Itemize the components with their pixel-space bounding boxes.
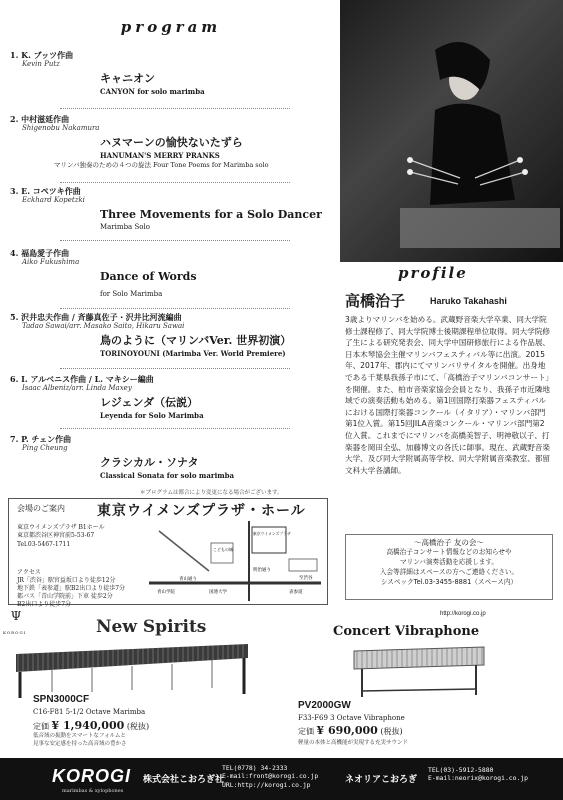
piece-title-en: Classical Sonata for solo marimba: [100, 470, 235, 480]
piece-5: [10, 312, 332, 358]
price-label: 定価: [298, 727, 314, 736]
marimba-description: C16-F81 5-1/2 Octave Marimba: [33, 708, 146, 716]
piece-subtitle: マリンバ独奏のための４つの旋法 Four Tone Poems for Marimba solo: [54, 161, 269, 170]
piece-title: Three Movements for a Solo Dancer: [100, 207, 322, 221]
access-heading: アクセス: [17, 569, 41, 576]
company2-contact: [428, 766, 528, 783]
piece-title-en: TORINOYOUNI (Marimba Ver. World Premiere): [100, 348, 286, 358]
piece-title: レジェンダ（伝説）: [100, 395, 199, 409]
divider: [60, 182, 290, 183]
note-line: 低音域の振動をスマートなフォルムと: [33, 733, 126, 739]
piece-title: クラシカル・ソナタ: [100, 455, 199, 469]
note-line: 見事な安定感を持った高音域の豊かさ: [33, 740, 127, 747]
company1-url[interactable]: URL:http://korogi.co.jp: [222, 780, 311, 789]
piece-composer-en: Eckhard Kopetzki: [22, 196, 85, 204]
map-label: 明治通り: [253, 568, 271, 573]
tax-note: (税抜): [126, 722, 150, 731]
price-value: ¥ 690,000: [316, 724, 378, 737]
fanclub-line: 高橋治子コンサート情報などのお知らせや: [386, 548, 512, 557]
piece-title: キャニオン: [100, 71, 155, 85]
piece-6: [10, 374, 332, 420]
access-line: B2出口より徒歩7分: [17, 601, 72, 609]
piece-composer: 5. 沢井忠夫作曲 / 斉藤真佐子・沢井比河流編曲: [10, 312, 182, 322]
venue-phone: Tel.03-5467-1711: [17, 540, 71, 548]
map-label: 青山通り: [179, 577, 197, 582]
piece-composer: 1. K. ブッツ作曲: [10, 50, 74, 60]
piece-composer: 3. E. コペツキ作曲: [10, 186, 81, 196]
marimba-image: [12, 642, 252, 700]
map-label: 表参道: [289, 590, 303, 595]
piece-composer-en: Ping Cheung: [22, 444, 68, 452]
note-line: 軽量の本体と高機能が実現する充実サウンド: [298, 740, 409, 746]
address-line: 東京ウイメンズプラザ B1ホール: [17, 524, 105, 531]
venue-address: [17, 524, 105, 549]
map-label: 東京ウイメンズプラザ: [253, 531, 291, 536]
piece-composer: 2. 中村滋延作曲: [10, 114, 70, 124]
performer-photo: [340, 0, 563, 262]
piece-title-en: Leyenda for Solo Marimba: [100, 410, 204, 420]
access-line: 地下鉄「表参道」駅B2出口より徒歩7分: [17, 585, 126, 593]
vibraphone-price: [298, 724, 403, 737]
marimba-price: [33, 719, 149, 732]
price-label: 定価: [33, 722, 49, 731]
venue-name: 東京ウイメンズプラザ・ホール: [97, 503, 306, 519]
piece-title-en: for Solo Marimba: [100, 289, 163, 298]
divider: [60, 428, 290, 429]
piece-title-en: Marimba Solo: [100, 222, 150, 231]
performer-bio: 3歳よりマリンバを始める。武蔵野音楽大学卒業、同大学院修士課程修了、同大学院博士後期課程単位取得。同大学院修了生による研究発表会、同大学中国研修旅行による作品展、日本木琴協会主催マリンバフェスティバル等に出演。2015年、2017年、郡内にてマリンバリサイタルを開催。出身地である千葉県我孫子市にて、「高橋治子マリンバコンサート」を開催。また、柏市音楽家協会会員となり、我孫子市近隣地域での演奏活動も始める。第1回国際打楽器フェスティバルにおける国際打楽器コンクール（イタリア）・マリンバ部門第1位入賞。第15回JILA音楽コンクール・マリンバ部門第2位入賞。これまでにマリンバを高橋美智子、明神敬以子、打楽器を岡田全弘、加藤博文の各氏に師事。現在、武蔵野音楽大学、及び同大学附属高等学校、同大学附属音楽教室、都留文科大学各講師。: [345, 315, 551, 475]
map-label: 至渋谷: [299, 576, 313, 581]
piece-composer: 7. P. チェン作曲: [10, 434, 72, 444]
divider: [60, 368, 290, 369]
divider: [60, 308, 290, 309]
access-line: 都バス「青山学院前」下車 徒歩2分: [17, 593, 113, 601]
divider: [60, 108, 290, 109]
piece-2: [10, 114, 332, 169]
piece-composer: 6. I. アルベニス作曲 / L. マキシー編曲: [10, 374, 154, 384]
performer-name: 高橋治子: [345, 292, 406, 310]
piece-composer-en: Shigenobu Nakamura: [22, 124, 100, 132]
program-section: [10, 8, 332, 496]
tax-note: (税抜): [380, 727, 403, 736]
fanclub-line: 入会等詳細はスペースの方へご連絡ください。: [379, 568, 519, 577]
venue-map: [149, 521, 321, 601]
divider: [60, 240, 290, 241]
company1-contact: [222, 764, 318, 789]
map-label: 国連大学: [209, 590, 227, 595]
access-line: JR「渋谷」駅宮益坂口より徒歩12分: [17, 577, 116, 585]
fanclub-contact: シスペックTel.03-3455-8881（スペース内）: [380, 577, 518, 586]
map-label: こどもの城: [213, 547, 233, 552]
marimba-model-code: SPN3000CF: [33, 694, 90, 705]
company1-email[interactable]: E-mail:front@korogi.co.jp: [222, 772, 319, 781]
piece-composer-en: Kevin Putz: [22, 60, 60, 68]
piece-4: [10, 248, 332, 298]
vibraphone-model-code: PV2000GW: [298, 700, 351, 711]
footer-bar: [0, 758, 563, 800]
map-label: 青山学院: [157, 590, 175, 595]
website-link[interactable]: http://korogi.co.jp: [440, 611, 486, 617]
brand-tagline: marimbas & xylophones: [62, 788, 124, 794]
venue-box: [8, 498, 328, 609]
program-heading: program: [120, 18, 222, 36]
address-line: 東京都渋谷区神宮前5-53-67: [17, 532, 95, 540]
korogi-logo-small: KOROGI: [3, 630, 27, 635]
company1-name: 株式会社こおろぎ社: [143, 775, 225, 785]
company1-phone: TEL(0778) 34-2333: [222, 764, 288, 772]
series-title: New Spirits: [96, 617, 207, 637]
piece-title: Dance of Words: [100, 269, 197, 283]
piece-title: ハヌマーンの愉快ないたずら: [100, 135, 243, 149]
piece-1: [10, 50, 332, 96]
program-change-note: ＊プログラムは都合により変更になる場合がございます。: [140, 490, 283, 496]
company2-phone: TEL(03)-5912-5880: [428, 766, 494, 774]
company2-email[interactable]: E-mail:neorix@korogi.co.jp: [428, 774, 529, 783]
brand-logo: KOROGI: [52, 766, 132, 786]
vibraphone-description: F33-F69 3 Octave Vibraphone: [298, 714, 405, 722]
korogi-logo-icon: Ψ: [10, 609, 22, 623]
vibraphone-note: [298, 740, 408, 748]
venue-heading: 会場のご案内: [17, 504, 65, 513]
piece-title: 鳥のように（マリンバVer. 世界初演）: [100, 333, 292, 347]
piece-composer-en: Aiko Fukushima: [22, 258, 80, 266]
fanclub-title: 〜高橋治子 友の会〜: [414, 538, 484, 547]
vibraphone-title: Concert Vibraphone: [333, 624, 480, 639]
profile-heading: profile: [398, 264, 468, 282]
price-value: ¥ 1,940,000: [51, 719, 125, 732]
marimba-note: [33, 733, 127, 748]
performer-name-en: Haruko Takahashi: [430, 296, 507, 306]
fanclub-box: [345, 534, 553, 600]
fanclub-line: マリンバ演奏活動を応援します。: [400, 558, 498, 567]
piece-title-en: HANUMAN'S MERRY PRANKS: [100, 150, 220, 160]
venue-access: [17, 569, 147, 609]
piece-title-en: CANYON for solo marimba: [100, 86, 205, 96]
piece-composer-en: Isaac Albeniz/arr. Linda Maxey: [22, 384, 132, 392]
marimba-player-image: [340, 0, 563, 262]
piece-3: [10, 186, 332, 231]
company2-name: ネオリアこおろぎ: [345, 775, 418, 785]
piece-composer-en: Tadao Sawai/arr. Masako Saito, Hikaru Sawai: [22, 322, 185, 330]
vibraphone-image: [348, 643, 490, 701]
piece-7: [10, 434, 332, 480]
piece-composer: 4. 福島愛子作曲: [10, 248, 70, 258]
